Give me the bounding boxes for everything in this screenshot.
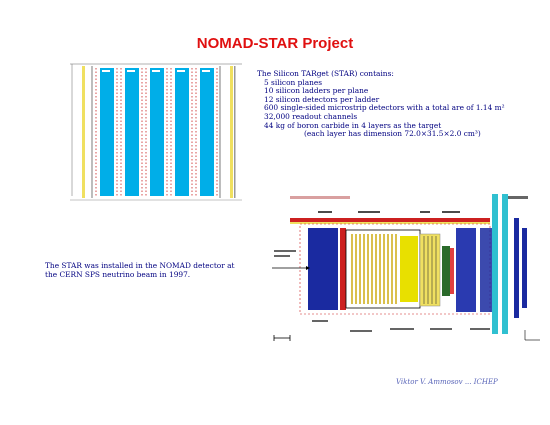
page-title: NOMAD-STAR Project (196, 35, 354, 52)
footer-signature: Viktor V. Ammosov ... ICHEP (396, 378, 498, 386)
list-item: (each layer has dimension 72.0×31.5×2.0 cm³) (304, 129, 481, 139)
list-item: 12 silicon detectors per ladder (264, 94, 380, 104)
list-item: 44 kg of boron carbide in 4 layers as the target (264, 120, 442, 130)
installation-note: The STAR was installed in the NOMAD detector at the CERN SPS neutrino beam in 1997. (45, 261, 235, 279)
list-item: 600 single-sided microstrip detectors with a total are of 1.14 m² (264, 103, 505, 113)
star-planes-diagram (62, 56, 252, 206)
description-heading: The Silicon TARget (STAR) contains: (257, 69, 394, 78)
star-description (257, 70, 547, 139)
nomad-detector-diagram (270, 188, 548, 358)
description-list (257, 79, 547, 139)
list-item: 5 silicon planes (264, 77, 323, 87)
list-item: 32,000 readout channels (264, 111, 358, 121)
list-item: 10 silicon ladders per plane (264, 86, 369, 96)
